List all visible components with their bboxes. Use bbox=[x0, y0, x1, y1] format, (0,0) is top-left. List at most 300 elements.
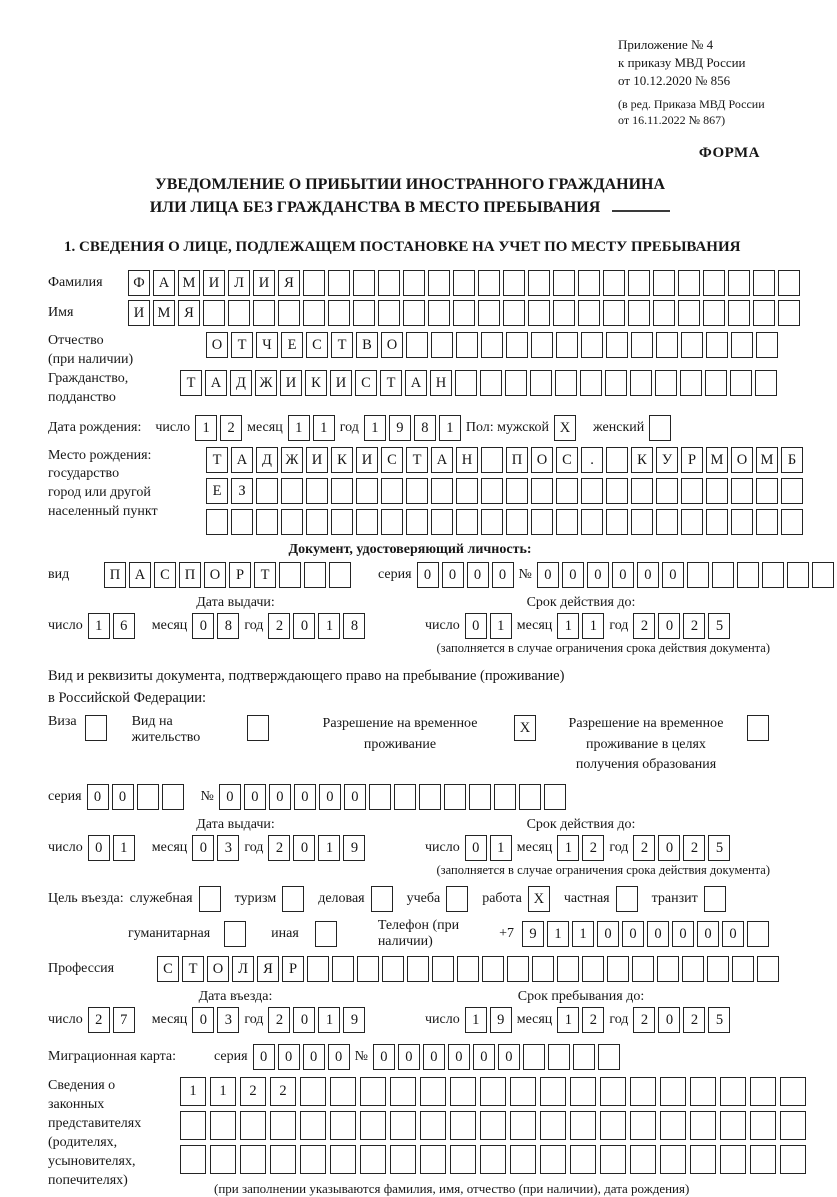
form-cell[interactable]: 6 bbox=[113, 613, 135, 639]
form-cell[interactable]: Т bbox=[254, 562, 276, 588]
form-cell[interactable] bbox=[481, 509, 503, 535]
form-cell[interactable] bbox=[557, 956, 579, 982]
form-cell[interactable]: 9 bbox=[389, 415, 411, 441]
form-cell[interactable] bbox=[281, 478, 303, 504]
form-cell[interactable]: 1 bbox=[210, 1077, 236, 1106]
form-cell[interactable] bbox=[456, 478, 478, 504]
form-cell[interactable] bbox=[382, 956, 404, 982]
form-cell[interactable]: К bbox=[305, 370, 327, 396]
residence-expiry-year-cells[interactable] bbox=[633, 835, 733, 861]
form-cell[interactable]: С bbox=[556, 447, 578, 473]
form-cell[interactable]: 0 bbox=[622, 921, 644, 947]
form-cell[interactable]: М bbox=[706, 447, 728, 473]
form-cell[interactable] bbox=[632, 956, 654, 982]
form-cell[interactable]: 2 bbox=[88, 1007, 110, 1033]
form-cell[interactable]: С bbox=[381, 447, 403, 473]
form-cell[interactable] bbox=[507, 956, 529, 982]
form-cell[interactable] bbox=[506, 332, 528, 358]
form-cell[interactable] bbox=[660, 1145, 686, 1174]
purpose-other-checkbox[interactable] bbox=[315, 921, 340, 947]
form-cell[interactable] bbox=[548, 1044, 570, 1070]
form-cell[interactable]: 0 bbox=[562, 562, 584, 588]
form-cell[interactable]: 0 bbox=[319, 784, 341, 810]
form-cell[interactable] bbox=[600, 1077, 626, 1106]
form-cell[interactable] bbox=[224, 921, 246, 947]
form-cell[interactable]: 9 bbox=[522, 921, 544, 947]
form-cell[interactable]: Я bbox=[178, 300, 200, 326]
form-cell[interactable]: 3 bbox=[217, 1007, 239, 1033]
form-cell[interactable] bbox=[656, 509, 678, 535]
form-cell[interactable]: 9 bbox=[343, 835, 365, 861]
form-cell[interactable] bbox=[616, 886, 638, 912]
doc-kind-cells[interactable] bbox=[104, 562, 354, 588]
form-cell[interactable] bbox=[420, 1077, 446, 1106]
form-cell[interactable] bbox=[581, 509, 603, 535]
birth-place-cells-row2[interactable] bbox=[206, 478, 806, 504]
form-cell[interactable] bbox=[503, 300, 525, 326]
form-cell[interactable] bbox=[330, 1145, 356, 1174]
form-cell[interactable] bbox=[510, 1111, 536, 1140]
form-cell[interactable]: В bbox=[356, 332, 378, 358]
form-cell[interactable]: С bbox=[157, 956, 179, 982]
purpose-humanitarian-checkbox[interactable] bbox=[224, 921, 249, 947]
residence-number-cells[interactable] bbox=[219, 784, 569, 810]
purpose-work-checkbox[interactable] bbox=[528, 886, 553, 912]
doc-expiry-day-cells[interactable] bbox=[465, 613, 515, 639]
form-cell[interactable]: М bbox=[178, 270, 200, 296]
form-cell[interactable] bbox=[406, 478, 428, 504]
form-cell[interactable] bbox=[528, 300, 550, 326]
form-cell[interactable] bbox=[180, 1111, 206, 1140]
form-cell[interactable]: 1 bbox=[439, 415, 461, 441]
form-cell[interactable]: 0 bbox=[647, 921, 669, 947]
form-cell[interactable]: 0 bbox=[192, 835, 214, 861]
form-cell[interactable] bbox=[353, 300, 375, 326]
form-cell[interactable]: 1 bbox=[313, 415, 335, 441]
form-cell[interactable]: 0 bbox=[192, 1007, 214, 1033]
form-cell[interactable] bbox=[446, 886, 468, 912]
form-cell[interactable] bbox=[544, 784, 566, 810]
form-cell[interactable]: Р bbox=[681, 447, 703, 473]
form-cell[interactable] bbox=[480, 370, 502, 396]
form-cell[interactable] bbox=[240, 1145, 266, 1174]
doc-issue-year-cells[interactable] bbox=[268, 613, 368, 639]
form-cell[interactable] bbox=[381, 509, 403, 535]
form-cell[interactable] bbox=[306, 478, 328, 504]
form-cell[interactable] bbox=[730, 370, 752, 396]
form-cell[interactable]: 2 bbox=[683, 1007, 705, 1033]
form-cell[interactable] bbox=[720, 1111, 746, 1140]
form-cell[interactable] bbox=[778, 270, 800, 296]
form-cell[interactable] bbox=[256, 478, 278, 504]
form-cell[interactable]: Т bbox=[380, 370, 402, 396]
form-cell[interactable]: 0 bbox=[662, 562, 684, 588]
form-cell[interactable] bbox=[519, 784, 541, 810]
form-cell[interactable]: 0 bbox=[697, 921, 719, 947]
form-cell[interactable]: Ф bbox=[128, 270, 150, 296]
form-cell[interactable]: 3 bbox=[217, 835, 239, 861]
form-cell[interactable]: 0 bbox=[473, 1044, 495, 1070]
form-cell[interactable] bbox=[356, 509, 378, 535]
form-cell[interactable] bbox=[753, 270, 775, 296]
form-cell[interactable] bbox=[456, 332, 478, 358]
form-cell[interactable] bbox=[300, 1145, 326, 1174]
form-cell[interactable] bbox=[720, 1077, 746, 1106]
form-cell[interactable] bbox=[540, 1111, 566, 1140]
form-cell[interactable] bbox=[353, 270, 375, 296]
form-cell[interactable] bbox=[655, 370, 677, 396]
form-cell[interactable]: О bbox=[204, 562, 226, 588]
form-cell[interactable] bbox=[731, 509, 753, 535]
form-cell[interactable] bbox=[731, 478, 753, 504]
form-cell[interactable]: 0 bbox=[612, 562, 634, 588]
form-cell[interactable] bbox=[606, 332, 628, 358]
form-cell[interactable]: 8 bbox=[343, 613, 365, 639]
form-cell[interactable] bbox=[420, 1111, 446, 1140]
form-cell[interactable] bbox=[431, 478, 453, 504]
form-cell[interactable] bbox=[678, 270, 700, 296]
form-cell[interactable]: 0 bbox=[269, 784, 291, 810]
form-cell[interactable] bbox=[570, 1145, 596, 1174]
form-cell[interactable]: 2 bbox=[220, 415, 242, 441]
form-cell[interactable]: 0 bbox=[293, 835, 315, 861]
form-cell[interactable] bbox=[653, 270, 675, 296]
form-cell[interactable] bbox=[630, 1145, 656, 1174]
form-cell[interactable]: 0 bbox=[87, 784, 109, 810]
form-cell[interactable] bbox=[678, 300, 700, 326]
form-cell[interactable] bbox=[704, 886, 726, 912]
form-cell[interactable] bbox=[231, 509, 253, 535]
form-cell[interactable] bbox=[706, 332, 728, 358]
birth-month-cells[interactable] bbox=[288, 415, 338, 441]
form-cell[interactable] bbox=[603, 300, 625, 326]
form-cell[interactable]: 0 bbox=[448, 1044, 470, 1070]
purpose-transit-checkbox[interactable] bbox=[704, 886, 729, 912]
form-cell[interactable] bbox=[278, 300, 300, 326]
form-cell[interactable]: . bbox=[581, 447, 603, 473]
form-cell[interactable] bbox=[570, 1111, 596, 1140]
form-cell[interactable] bbox=[747, 921, 769, 947]
form-cell[interactable] bbox=[457, 956, 479, 982]
form-cell[interactable] bbox=[581, 332, 603, 358]
form-cell[interactable] bbox=[431, 509, 453, 535]
form-cell[interactable] bbox=[282, 886, 304, 912]
form-cell[interactable]: Т bbox=[331, 332, 353, 358]
form-cell[interactable] bbox=[631, 332, 653, 358]
form-cell[interactable]: К bbox=[331, 447, 353, 473]
form-cell[interactable]: М bbox=[153, 300, 175, 326]
form-cell[interactable]: Т bbox=[231, 332, 253, 358]
stay-month-cells[interactable] bbox=[557, 1007, 607, 1033]
form-cell[interactable] bbox=[315, 921, 337, 947]
form-cell[interactable] bbox=[680, 370, 702, 396]
form-cell[interactable]: М bbox=[756, 447, 778, 473]
form-cell[interactable] bbox=[303, 270, 325, 296]
form-cell[interactable]: П bbox=[104, 562, 126, 588]
form-cell[interactable]: 8 bbox=[217, 613, 239, 639]
purpose-tourism-checkbox[interactable] bbox=[282, 886, 307, 912]
form-cell[interactable] bbox=[390, 1145, 416, 1174]
form-cell[interactable] bbox=[330, 1111, 356, 1140]
form-cell[interactable] bbox=[304, 562, 326, 588]
form-cell[interactable] bbox=[303, 300, 325, 326]
form-cell[interactable] bbox=[481, 332, 503, 358]
form-cell[interactable] bbox=[428, 300, 450, 326]
form-cell[interactable] bbox=[603, 270, 625, 296]
form-cell[interactable] bbox=[656, 332, 678, 358]
form-cell[interactable]: 0 bbox=[328, 1044, 350, 1070]
form-cell[interactable] bbox=[570, 1077, 596, 1106]
form-cell[interactable] bbox=[556, 509, 578, 535]
form-cell[interactable] bbox=[606, 478, 628, 504]
form-cell[interactable]: Е bbox=[206, 478, 228, 504]
form-cell[interactable] bbox=[628, 270, 650, 296]
form-cell[interactable] bbox=[329, 562, 351, 588]
form-cell[interactable]: 1 bbox=[557, 1007, 579, 1033]
form-cell[interactable] bbox=[270, 1111, 296, 1140]
form-cell[interactable] bbox=[762, 562, 784, 588]
form-cell[interactable] bbox=[505, 370, 527, 396]
form-cell[interactable] bbox=[523, 1044, 545, 1070]
surname-cells[interactable] bbox=[128, 270, 803, 296]
profession-cells[interactable] bbox=[157, 956, 782, 982]
representatives-cells-row2[interactable] bbox=[180, 1111, 810, 1140]
stay-year-cells[interactable] bbox=[633, 1007, 733, 1033]
form-cell[interactable] bbox=[478, 300, 500, 326]
form-cell[interactable]: 0 bbox=[278, 1044, 300, 1070]
form-cell[interactable]: 1 bbox=[180, 1077, 206, 1106]
form-cell[interactable] bbox=[737, 562, 759, 588]
form-cell[interactable] bbox=[606, 509, 628, 535]
stay-day-cells[interactable] bbox=[465, 1007, 515, 1033]
form-cell[interactable]: 0 bbox=[293, 1007, 315, 1033]
form-cell[interactable] bbox=[631, 509, 653, 535]
form-cell[interactable] bbox=[510, 1077, 536, 1106]
form-cell[interactable] bbox=[300, 1111, 326, 1140]
form-cell[interactable]: 2 bbox=[582, 1007, 604, 1033]
form-cell[interactable] bbox=[428, 270, 450, 296]
form-cell[interactable] bbox=[556, 332, 578, 358]
form-cell[interactable] bbox=[453, 300, 475, 326]
form-cell[interactable] bbox=[328, 300, 350, 326]
form-cell[interactable] bbox=[199, 886, 221, 912]
form-cell[interactable] bbox=[480, 1145, 506, 1174]
name-cells[interactable] bbox=[128, 300, 803, 326]
form-cell[interactable] bbox=[360, 1145, 386, 1174]
form-cell[interactable]: И bbox=[253, 270, 275, 296]
form-cell[interactable]: Л bbox=[228, 270, 250, 296]
form-cell[interactable] bbox=[403, 270, 425, 296]
form-cell[interactable] bbox=[381, 478, 403, 504]
form-cell[interactable]: Т bbox=[206, 447, 228, 473]
form-cell[interactable] bbox=[573, 1044, 595, 1070]
form-cell[interactable]: 0 bbox=[253, 1044, 275, 1070]
form-cell[interactable]: 0 bbox=[219, 784, 241, 810]
form-cell[interactable] bbox=[750, 1077, 776, 1106]
form-cell[interactable] bbox=[605, 370, 627, 396]
form-cell[interactable]: Р bbox=[229, 562, 251, 588]
form-cell[interactable] bbox=[649, 415, 671, 441]
form-cell[interactable]: 2 bbox=[268, 835, 290, 861]
form-cell[interactable] bbox=[630, 1077, 656, 1106]
doc-issue-day-cells[interactable] bbox=[88, 613, 138, 639]
phone-cells[interactable] bbox=[522, 921, 772, 947]
form-cell[interactable] bbox=[607, 956, 629, 982]
form-cell[interactable]: О bbox=[206, 332, 228, 358]
form-cell[interactable] bbox=[532, 956, 554, 982]
form-cell[interactable] bbox=[481, 478, 503, 504]
form-cell[interactable]: 1 bbox=[557, 835, 579, 861]
form-cell[interactable] bbox=[553, 300, 575, 326]
form-cell[interactable] bbox=[528, 270, 550, 296]
form-cell[interactable]: 0 bbox=[492, 562, 514, 588]
form-cell[interactable] bbox=[706, 478, 728, 504]
form-cell[interactable] bbox=[240, 1111, 266, 1140]
form-cell[interactable] bbox=[331, 509, 353, 535]
form-cell[interactable] bbox=[756, 509, 778, 535]
form-cell[interactable]: 1 bbox=[490, 835, 512, 861]
form-cell[interactable] bbox=[403, 300, 425, 326]
residence-issue-day-cells[interactable] bbox=[88, 835, 138, 861]
form-cell[interactable]: 9 bbox=[490, 1007, 512, 1033]
form-cell[interactable]: 0 bbox=[112, 784, 134, 810]
form-cell[interactable] bbox=[681, 478, 703, 504]
form-cell[interactable]: Н bbox=[456, 447, 478, 473]
form-cell[interactable] bbox=[432, 956, 454, 982]
form-cell[interactable] bbox=[530, 370, 552, 396]
form-cell[interactable] bbox=[531, 332, 553, 358]
form-cell[interactable]: 0 bbox=[293, 613, 315, 639]
form-cell[interactable] bbox=[756, 332, 778, 358]
form-cell[interactable]: О bbox=[731, 447, 753, 473]
form-cell[interactable] bbox=[331, 478, 353, 504]
form-cell[interactable]: 0 bbox=[192, 613, 214, 639]
form-cell[interactable]: Д bbox=[230, 370, 252, 396]
form-cell[interactable] bbox=[469, 784, 491, 810]
form-cell[interactable]: 0 bbox=[88, 835, 110, 861]
form-cell[interactable]: 0 bbox=[303, 1044, 325, 1070]
representatives-cells-row1[interactable] bbox=[180, 1077, 810, 1106]
visa-checkbox[interactable] bbox=[85, 715, 110, 741]
birth-place-cells-row3[interactable] bbox=[206, 509, 806, 535]
form-cell[interactable] bbox=[657, 956, 679, 982]
form-cell[interactable] bbox=[180, 1145, 206, 1174]
form-cell[interactable] bbox=[712, 562, 734, 588]
form-cell[interactable] bbox=[582, 956, 604, 982]
form-cell[interactable]: 0 bbox=[658, 613, 680, 639]
residence-expiry-month-cells[interactable] bbox=[557, 835, 607, 861]
form-cell[interactable] bbox=[456, 509, 478, 535]
form-cell[interactable] bbox=[360, 1111, 386, 1140]
form-cell[interactable]: А bbox=[231, 447, 253, 473]
form-cell[interactable] bbox=[600, 1111, 626, 1140]
form-cell[interactable] bbox=[450, 1077, 476, 1106]
form-cell[interactable]: 1 bbox=[195, 415, 217, 441]
form-cell[interactable] bbox=[406, 332, 428, 358]
form-cell[interactable]: 2 bbox=[633, 613, 655, 639]
form-cell[interactable]: 2 bbox=[633, 835, 655, 861]
form-cell[interactable] bbox=[705, 370, 727, 396]
entry-day-cells[interactable] bbox=[88, 1007, 138, 1033]
form-cell[interactable] bbox=[531, 509, 553, 535]
form-cell[interactable]: 5 bbox=[708, 1007, 730, 1033]
form-cell[interactable] bbox=[781, 509, 803, 535]
form-cell[interactable]: У bbox=[656, 447, 678, 473]
form-cell[interactable]: 0 bbox=[244, 784, 266, 810]
migration-number-cells[interactable] bbox=[373, 1044, 623, 1070]
form-cell[interactable]: К bbox=[631, 447, 653, 473]
form-cell[interactable]: 2 bbox=[268, 613, 290, 639]
form-cell[interactable]: И bbox=[306, 447, 328, 473]
form-cell[interactable]: Б bbox=[781, 447, 803, 473]
form-cell[interactable] bbox=[750, 1145, 776, 1174]
form-cell[interactable]: Н bbox=[430, 370, 452, 396]
form-cell[interactable]: Я bbox=[257, 956, 279, 982]
form-cell[interactable] bbox=[390, 1111, 416, 1140]
purpose-business-checkbox[interactable] bbox=[371, 886, 396, 912]
form-cell[interactable]: 0 bbox=[658, 1007, 680, 1033]
form-cell[interactable] bbox=[270, 1145, 296, 1174]
form-cell[interactable] bbox=[420, 1145, 446, 1174]
form-cell[interactable]: Л bbox=[232, 956, 254, 982]
form-cell[interactable] bbox=[653, 300, 675, 326]
form-cell[interactable] bbox=[756, 478, 778, 504]
form-cell[interactable] bbox=[455, 370, 477, 396]
form-cell[interactable]: Р bbox=[282, 956, 304, 982]
form-cell[interactable] bbox=[494, 784, 516, 810]
form-cell[interactable] bbox=[407, 956, 429, 982]
form-cell[interactable] bbox=[778, 300, 800, 326]
form-cell[interactable]: 2 bbox=[683, 613, 705, 639]
form-cell[interactable] bbox=[503, 270, 525, 296]
form-cell[interactable] bbox=[357, 956, 379, 982]
form-cell[interactable] bbox=[581, 478, 603, 504]
form-cell[interactable] bbox=[210, 1111, 236, 1140]
form-cell[interactable] bbox=[707, 956, 729, 982]
form-cell[interactable]: И bbox=[356, 447, 378, 473]
patronymic-cells[interactable] bbox=[206, 332, 781, 358]
form-cell[interactable]: О bbox=[381, 332, 403, 358]
form-cell[interactable] bbox=[378, 300, 400, 326]
form-cell[interactable] bbox=[606, 447, 628, 473]
form-cell[interactable]: 1 bbox=[465, 1007, 487, 1033]
form-cell[interactable] bbox=[369, 784, 391, 810]
form-cell[interactable] bbox=[306, 509, 328, 535]
representatives-cells-row3[interactable] bbox=[180, 1145, 810, 1174]
form-cell[interactable]: X bbox=[528, 886, 550, 912]
form-cell[interactable]: 0 bbox=[373, 1044, 395, 1070]
form-cell[interactable] bbox=[540, 1145, 566, 1174]
form-cell[interactable] bbox=[690, 1145, 716, 1174]
form-cell[interactable] bbox=[781, 478, 803, 504]
doc-issue-month-cells[interactable] bbox=[192, 613, 242, 639]
residence-expiry-day-cells[interactable] bbox=[465, 835, 515, 861]
form-cell[interactable]: А bbox=[431, 447, 453, 473]
form-cell[interactable] bbox=[747, 715, 769, 741]
rvp-checkbox[interactable] bbox=[514, 715, 539, 741]
form-cell[interactable]: Т bbox=[406, 447, 428, 473]
form-cell[interactable] bbox=[690, 1111, 716, 1140]
form-cell[interactable] bbox=[482, 956, 504, 982]
form-cell[interactable] bbox=[480, 1111, 506, 1140]
form-cell[interactable] bbox=[630, 1111, 656, 1140]
form-cell[interactable]: 1 bbox=[318, 835, 340, 861]
form-cell[interactable] bbox=[506, 478, 528, 504]
form-cell[interactable]: Ч bbox=[256, 332, 278, 358]
form-cell[interactable]: 0 bbox=[658, 835, 680, 861]
entry-year-cells[interactable] bbox=[268, 1007, 368, 1033]
form-cell[interactable] bbox=[480, 1077, 506, 1106]
